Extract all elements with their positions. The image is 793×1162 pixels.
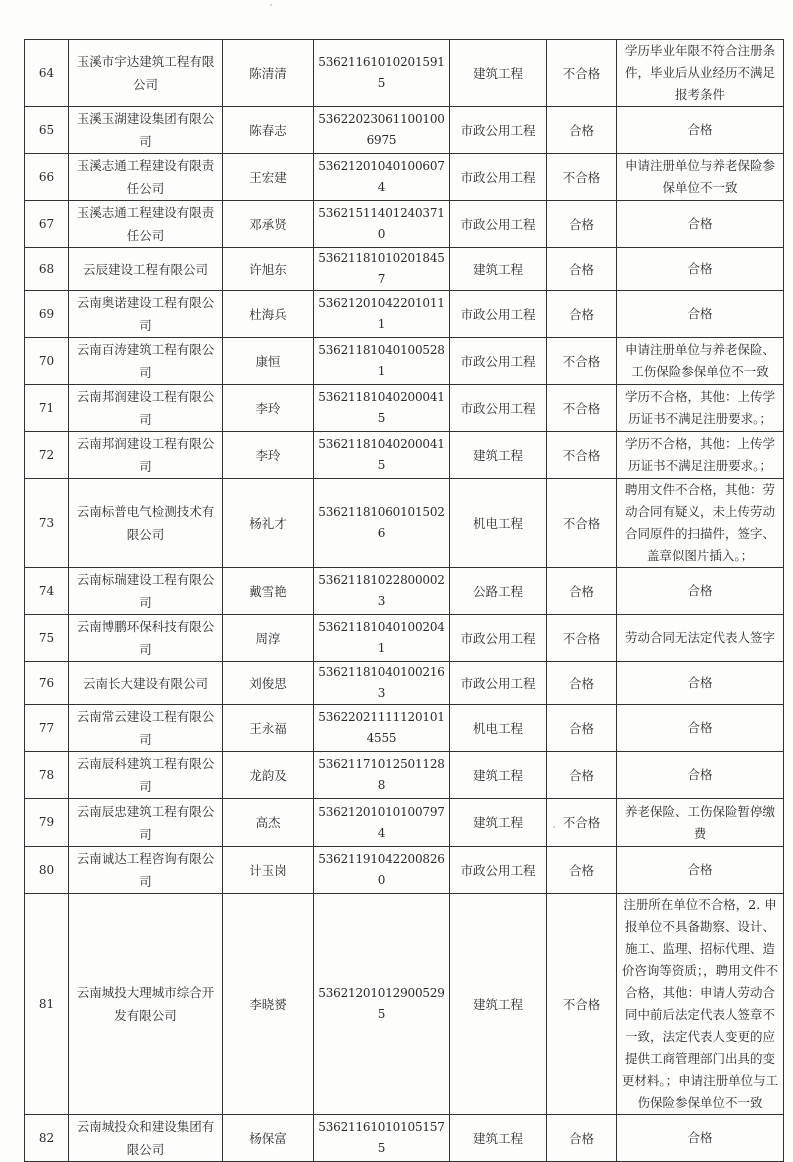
review-remark-cell: 合格 — [617, 201, 784, 248]
review-remark-cell: 合格 — [617, 107, 784, 154]
table-row — [25, 894, 784, 1115]
row-number-cell: 75 — [25, 615, 69, 662]
specialty-cell: 市政公用工程 — [450, 154, 547, 201]
table-row — [25, 107, 784, 154]
review-remark-cell: 劳动合同无法定代表人签字 — [617, 615, 784, 662]
document-page — [24, 39, 784, 1162]
review-result-cell: 合格 — [547, 1115, 617, 1162]
person-name-cell: 王永福 — [223, 705, 314, 752]
table-row — [25, 479, 784, 568]
review-result-cell: 合格 — [547, 291, 617, 338]
person-name-cell: 刘俊思 — [223, 662, 314, 705]
company-name-cell: 云南常云建设工程有限公司 — [69, 705, 223, 752]
scan-speck — [270, 4, 272, 6]
review-result-cell: 合格 — [547, 847, 617, 894]
row-number-cell: 69 — [25, 291, 69, 338]
table-row — [25, 40, 784, 107]
table-row — [25, 291, 784, 338]
certificate-number-cell: 536211810402000415 — [314, 432, 450, 479]
row-number-cell: 77 — [25, 705, 69, 752]
review-result-cell: 合格 — [547, 568, 617, 615]
table-row — [25, 662, 784, 705]
certificate-number-cell: 536211810601015026 — [314, 479, 450, 568]
specialty-cell: 市政公用工程 — [450, 107, 547, 154]
review-result-cell: 不合格 — [547, 432, 617, 479]
certificate-number-cell: 536211810228000023 — [314, 568, 450, 615]
specialty-cell: 市政公用工程 — [450, 291, 547, 338]
company-name-cell: 云南百涛建筑工程有限公司 — [69, 338, 223, 385]
review-result-cell: 不合格 — [547, 338, 617, 385]
review-remark-cell: 合格 — [617, 568, 784, 615]
person-name-cell: 杜海兵 — [223, 291, 314, 338]
person-name-cell: 邓承贤 — [223, 201, 314, 248]
specialty-cell: 建筑工程 — [450, 432, 547, 479]
review-result-cell: 不合格 — [547, 385, 617, 432]
row-number-cell: 68 — [25, 248, 69, 291]
company-name-cell: 云南长大建设有限公司 — [69, 662, 223, 705]
person-name-cell: 陈清清 — [223, 40, 314, 107]
review-result-cell: 不合格 — [547, 799, 617, 847]
person-name-cell: 杨保富 — [223, 1115, 314, 1162]
person-name-cell: 计玉岗 — [223, 847, 314, 894]
certificate-number-cell: 536211810401005281 — [314, 338, 450, 385]
specialty-cell: 建筑工程 — [450, 752, 547, 799]
table-row — [25, 799, 784, 847]
certificate-number-cell: 536211810401002163 — [314, 662, 450, 705]
row-number-cell: 71 — [25, 385, 69, 432]
person-name-cell: 周淳 — [223, 615, 314, 662]
certificate-number-cell: 536211810102018457 — [314, 248, 450, 291]
person-name-cell: 陈春志 — [223, 107, 314, 154]
row-number-cell: 72 — [25, 432, 69, 479]
review-result-cell: 合格 — [547, 705, 617, 752]
review-remark-cell: 聘用文件不合格，其他：劳动合同有疑义，未上传劳动合同原件的扫描件，签字、盖章似图片插入。； — [617, 479, 784, 568]
review-remark-cell: 合格 — [617, 291, 784, 338]
row-number-cell: 70 — [25, 338, 69, 385]
review-remark-cell: 学历不合格，其他：上传学历证书不满足注册要求。； — [617, 432, 784, 479]
company-name-cell: 云南城投大理城市综合开发有限公司 — [69, 894, 223, 1115]
review-result-cell: 合格 — [547, 248, 617, 291]
row-number-cell: 67 — [25, 201, 69, 248]
table-row — [25, 705, 784, 752]
certificate-number-cell: 536212010401006074 — [314, 154, 450, 201]
certificate-number-cell: 536211810402000415 — [314, 385, 450, 432]
row-number-cell: 76 — [25, 662, 69, 705]
person-name-cell: 康恒 — [223, 338, 314, 385]
table-row — [25, 847, 784, 894]
company-name-cell: 云南辰忠建筑工程有限公司 — [69, 799, 223, 847]
review-result-cell: 不合格 — [547, 615, 617, 662]
table-row — [25, 201, 784, 248]
company-name-cell: 云南奥诺建设工程有限公司 — [69, 291, 223, 338]
specialty-cell: 建筑工程 — [450, 40, 547, 107]
company-name-cell: 云南标普电气检测技术有限公司 — [69, 479, 223, 568]
review-remark-cell: 养老保险、工伤保险暂停缴费 — [617, 799, 784, 847]
company-name-cell: 玉溪志通工程建设有限责任公司 — [69, 154, 223, 201]
row-number-cell: 80 — [25, 847, 69, 894]
row-number-cell: 82 — [25, 1115, 69, 1162]
person-name-cell: 高杰 — [223, 799, 314, 847]
specialty-cell: 市政公用工程 — [450, 847, 547, 894]
review-remark-cell: 申请注册单位与养老保险、工伤保险参保单位不一致 — [617, 338, 784, 385]
review-remark-cell: 合格 — [617, 752, 784, 799]
certificate-number-cell: 536212010422010111 — [314, 291, 450, 338]
person-name-cell: 戴雪艳 — [223, 568, 314, 615]
company-name-cell: 玉溪志通工程建设有限责任公司 — [69, 201, 223, 248]
specialty-cell: 机电工程 — [450, 705, 547, 752]
certificate-number-cell: 536211710125011288 — [314, 752, 450, 799]
person-name-cell: 王宏建 — [223, 154, 314, 201]
certificate-number-cell: 536211610101051575 — [314, 1115, 450, 1162]
specialty-cell: 建筑工程 — [450, 894, 547, 1115]
person-name-cell: 杨礼才 — [223, 479, 314, 568]
row-number-cell: 78 — [25, 752, 69, 799]
row-number-cell: 65 — [25, 107, 69, 154]
company-name-cell: 云南标瑞建设工程有限公司 — [69, 568, 223, 615]
company-name-cell: 云南邦润建设工程有限公司 — [69, 385, 223, 432]
review-remark-cell: 合格 — [617, 662, 784, 705]
specialty-cell: 市政公用工程 — [450, 385, 547, 432]
company-name-cell: 云南博鹏环保科技有限公司 — [69, 615, 223, 662]
person-name-cell: 龙韵及 — [223, 752, 314, 799]
table-row — [25, 432, 784, 479]
review-result-cell: 不合格 — [547, 154, 617, 201]
specialty-cell: 市政公用工程 — [450, 615, 547, 662]
table-row — [25, 568, 784, 615]
specialty-cell: 市政公用工程 — [450, 338, 547, 385]
row-number-cell: 66 — [25, 154, 69, 201]
certificate-number-cell: 536211810401002041 — [314, 615, 450, 662]
table-row — [25, 615, 784, 662]
table-row — [25, 248, 784, 291]
row-number-cell: 74 — [25, 568, 69, 615]
review-remark-cell: 合格 — [617, 705, 784, 752]
review-result-cell: 不合格 — [547, 479, 617, 568]
company-name-cell: 云南诚达工程咨询有限公司 — [69, 847, 223, 894]
review-remark-cell: 学历毕业年限不符合注册条件，毕业后从业经历不满足报考条件 — [617, 40, 784, 107]
certificate-number-cell: 536220211111201014555 — [314, 705, 450, 752]
person-name-cell: 李晓赟 — [223, 894, 314, 1115]
company-name-cell: 玉溪市宇达建筑工程有限公司 — [69, 40, 223, 107]
person-name-cell: 李玲 — [223, 385, 314, 432]
row-number-cell: 64 — [25, 40, 69, 107]
company-name-cell: 玉溪玉湖建设集团有限公司 — [69, 107, 223, 154]
specialty-cell: 建筑工程 — [450, 1115, 547, 1162]
table-row — [25, 338, 784, 385]
review-result-cell: 合格 — [547, 107, 617, 154]
specialty-cell: 公路工程 — [450, 568, 547, 615]
review-remark-cell: 合格 — [617, 1115, 784, 1162]
certificate-number-cell: 536215114012403710 — [314, 201, 450, 248]
company-name-cell: 云南城投众和建设集团有限公司 — [69, 1115, 223, 1162]
review-result-cell: 不合格 — [547, 40, 617, 107]
company-name-cell: 云南邦润建设工程有限公司 — [69, 432, 223, 479]
review-result-cell: 合格 — [547, 201, 617, 248]
review-remark-cell: 申请注册单位与养老保险参保单位不一致 — [617, 154, 784, 201]
row-number-cell: 81 — [25, 894, 69, 1115]
person-name-cell: 李玲 — [223, 432, 314, 479]
review-remark-cell: 学历不合格，其他：上传学历证书不满足注册要求。； — [617, 385, 784, 432]
table-row — [25, 154, 784, 201]
registration-review-table — [24, 39, 784, 1162]
certificate-number-cell: 536212010129005295 — [314, 894, 450, 1115]
certificate-number-cell: 536211910422008260 — [314, 847, 450, 894]
certificate-number-cell: 536212010101007974 — [314, 799, 450, 847]
certificate-number-cell: 536211610102015915 — [314, 40, 450, 107]
specialty-cell: 建筑工程 — [450, 248, 547, 291]
review-result-cell: 合格 — [547, 662, 617, 705]
review-result-cell: 合格 — [547, 752, 617, 799]
review-result-cell: 不合格 — [547, 894, 617, 1115]
company-name-cell: 云南辰科建筑工程有限公司 — [69, 752, 223, 799]
review-remark-cell: 合格 — [617, 847, 784, 894]
row-number-cell: 73 — [25, 479, 69, 568]
table-row — [25, 385, 784, 432]
specialty-cell: 机电工程 — [450, 479, 547, 568]
scan-speck — [553, 826, 555, 828]
table-row — [25, 752, 784, 799]
company-name-cell: 云辰建设工程有限公司 — [69, 248, 223, 291]
certificate-number-cell: 536220230611001006975 — [314, 107, 450, 154]
specialty-cell: 建筑工程 — [450, 799, 547, 847]
specialty-cell: 市政公用工程 — [450, 662, 547, 705]
table-body — [25, 40, 784, 1162]
review-remark-cell: 合格 — [617, 248, 784, 291]
person-name-cell: 许旭东 — [223, 248, 314, 291]
specialty-cell: 市政公用工程 — [450, 201, 547, 248]
review-remark-cell: 注册所在单位不合格，2. 申报单位不具备勘察、设计、施工、监理、招标代理、造价咨询等资质；，聘用文件不合格，其他：申请人劳动合同中前后法定代表人签章不一致，法定代表人变更的应提供工商管理部门出具的变更材料。；申请注册单位与工伤保险参保单位不一致 — [617, 894, 784, 1115]
row-number-cell: 79 — [25, 799, 69, 847]
